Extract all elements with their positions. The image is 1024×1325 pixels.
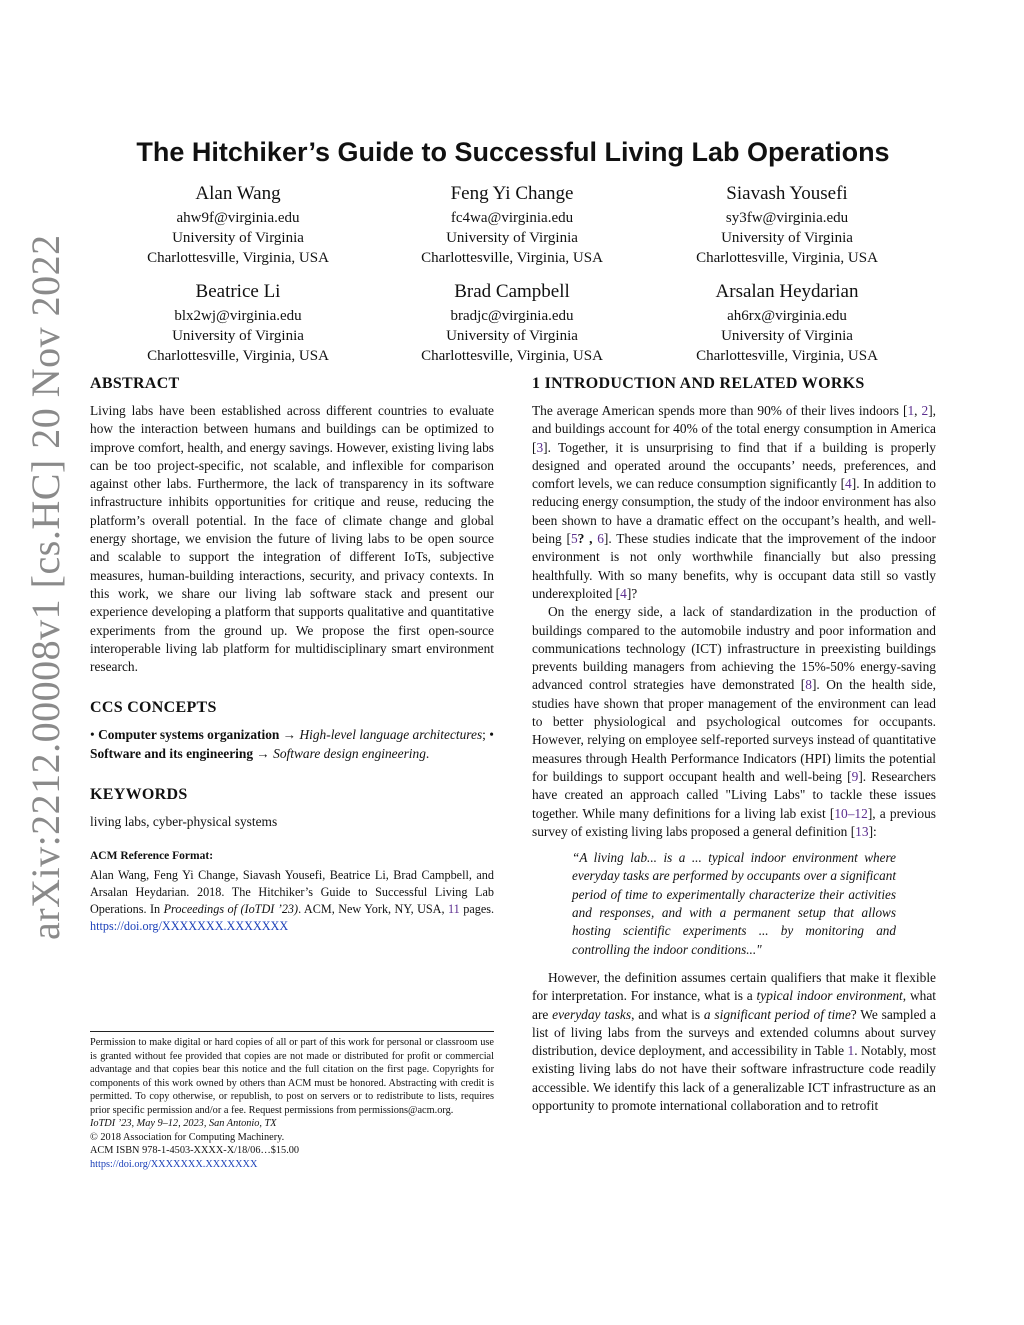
author-affiliation: University of Virginia (721, 230, 853, 246)
acm-reference-text (90, 867, 494, 935)
author-name: Brad Campbell (454, 281, 570, 302)
citation-link[interactable]: 8 (805, 677, 812, 693)
paper-title: The Hitchiker’s Guide to Successful Living Lab Operations (136, 137, 890, 167)
author-block (637, 280, 937, 366)
introduction-heading: 1 INTRODUCTION AND RELATED WORKS (532, 375, 865, 392)
text-run: . Notably, most existing living labs do not have their software infrastructure code readily accessible. We identify this lack of a generalizable ICT infrastructure as an opportunity to promote international collaboration and to retrofit (532, 1043, 936, 1113)
ccs-heading: CCS CONCEPTS (90, 699, 217, 717)
arxiv-identifier: arXiv:2212.00008v1 [cs.HC] 20 Nov 2022 (23, 234, 68, 940)
ccs-end: . (425, 745, 430, 761)
permission-doi-link[interactable]: https://doi.org/XXXXXXX.XXXXXXX (90, 1158, 258, 1170)
citation-link[interactable]: 9 (851, 768, 859, 784)
permission-block (90, 1031, 494, 1171)
permission-text: Permission to make digital or hard copies of all or part of this work for personal or classroom use is granted without fee provided that copies are not made or distributed for profit or commercial advantage and that copies bear this notice and the full citation on the first page. Copyrights for components of this work owned by others than ACM must be honored. Abstracting with credit is permitted. To copy otherwise, or republish, to post on servers or to redistribute to lists, requires prior specific permission and/or a fee. Request permissions from permissions@acm.org. (90, 1037, 494, 1116)
author-block (637, 182, 937, 268)
author-name: Feng Yi Change (450, 183, 574, 204)
citation-link[interactable]: 4 (845, 476, 852, 492)
author-location: Charlottesville, Virginia, USA (421, 348, 603, 364)
author-block (362, 182, 662, 268)
text-run: However, the definition assumes certain qualifiers that make it flexible for interpretation. For instance, what is a (532, 969, 936, 1004)
author-location: Charlottesville, Virginia, USA (147, 250, 329, 266)
author-location: Charlottesville, Virginia, USA (421, 250, 603, 266)
text-run: ]? (626, 585, 638, 601)
text-run: ]. On the health side, studies have shown that proper management of the environment can lead to better physiological and psychological outcomes for occupants. However, relying on employee self-reported surveys instead of quantitative measures through Health Performance Indicators (HPI) limits the potential for buildings to support occupant health and well-being [ (532, 677, 936, 784)
text-run: ? , (577, 531, 598, 547)
ccs-concept-2-sub: Software design engineering (273, 745, 426, 761)
isbn-text: ACM ISBN 978-1-4503-XXXX-X/18/06…$15.00 (90, 1145, 300, 1156)
text-run: ? We sampled a list of living labs from the surveys and extended columns about survey distribution, device deployment, and accessibility in Table (532, 1006, 936, 1059)
acm-reference-authors: Alan Wang, Feng Yi Change, Siavash Yousefi, Beatrice Li, Brad Campbell, and Arsalan Heydarian. 2018. The Hitchiker’s Guide to Successful Living Lab Operations. In (90, 868, 494, 917)
text-run: ]: (868, 823, 877, 839)
acm-reference (90, 849, 494, 935)
acm-reference-pages: pages. (463, 902, 495, 917)
intro-paragraph-1 (532, 402, 936, 603)
author-email: sy3fw@virginia.edu (725, 210, 849, 226)
author-block (88, 182, 388, 268)
text-run: ]. Together, it is unsurprising to find that if a building is properly designed and operated around the occupants’ needs, preferences, and comfort levels, we can reduce consumption significantly [ (532, 439, 936, 492)
arrow-icon: → (256, 745, 270, 761)
author-location: Charlottesville, Virginia, USA (147, 348, 329, 364)
abstract-heading: ABSTRACT (90, 375, 180, 392)
text-run: ]. Researchers have created an approach called "Living Labs" to tackle these issues together. While many definitions for a living lab exist [ (532, 768, 936, 821)
keywords-heading: KEYWORDS (90, 786, 188, 804)
text-run: ]. In addition to reducing energy consumption, the study of the indoor environment has also been shown to have a dramatic effect on the occupant’s health, and well-being [ (532, 476, 936, 547)
author-name: Siavash Yousefi (726, 183, 848, 204)
ccs-concepts (90, 726, 494, 763)
author-email: blx2wj@virginia.edu (174, 308, 302, 324)
author-block (362, 280, 662, 366)
ccs-concept-1-sub: High-level language architectures (299, 727, 483, 743)
ccs-concept-2: Software and its engineering (90, 745, 254, 761)
text-run: ], and buildings account for 40% of the total energy consumption in America [ (532, 403, 936, 455)
ccs-bullet: • (489, 727, 494, 743)
ccs-bullet: • (90, 727, 95, 743)
text-run: , what are (532, 988, 936, 1022)
acm-reference-heading: ACM Reference Format: (90, 850, 214, 863)
text-run: , (914, 403, 922, 418)
intro-paragraph-2 (532, 603, 936, 841)
author-location: Charlottesville, Virginia, USA (696, 348, 878, 364)
author-affiliation: University of Virginia (721, 328, 853, 344)
left-column (90, 374, 494, 935)
citation-link[interactable]: 1 (907, 403, 915, 418)
intro-paragraph-3 (532, 969, 936, 1115)
author-affiliation: University of Virginia (446, 328, 578, 344)
author-affiliation: University of Virginia (446, 230, 578, 246)
author-email: fc4wa@virginia.edu (450, 210, 574, 226)
citation-link[interactable]: 13 (855, 823, 869, 839)
copyright-text: © 2018 Association for Computing Machinery. (90, 1131, 285, 1143)
citation-link[interactable]: 6 (597, 531, 604, 547)
text-run: The average American spends more than 90% of their lives indoors [ (532, 403, 908, 418)
author-affiliation: University of Virginia (172, 328, 304, 344)
arrow-icon: → (282, 727, 297, 743)
emphasis: typical indoor environment (756, 988, 903, 1004)
author-name: Arsalan Heydarian (715, 281, 859, 302)
text-run: ], a previous survey of existing living labs proposed a general definition [ (532, 805, 936, 839)
venue-text (90, 1117, 494, 1131)
acm-reference-publisher: . ACM, New York, NY, USA, (298, 902, 445, 917)
abstract-text: Living labs have been established across different countries to evaluate how the interaction between humans and buildings can be optimized to improve comfort, health, and energy savings. However, existing living labs can be too project-specific, not scalable, and inflexible for comparison against other labs. Furthermore, the lack of transparency in its software infrastructure inhibits opportunities for critique and reuse, reducing the platform’s overall potential. In the face of climate change and global energy shortage, we envision the future of living labs to be open source and scalable to support the integration of different IoTs, subjective measures, human-building interactions, security, and privacy contexts. In this work, we share our living lab software stack and present our experience developing a platform that supports qualitative and quantitative experiments from the ground up. We propose the first open-source interoperable living lab platform for multidisciplinary smart environment research. (90, 403, 494, 675)
ccs-concept-1: Computer systems organization (98, 727, 280, 743)
table-link[interactable]: 1 (847, 1043, 855, 1059)
acm-reference-pages-link[interactable]: 11 (448, 902, 460, 917)
text-run: , and what is (631, 1006, 704, 1022)
acm-reference-proceedings: Proceedings of (IoTDI ’23) (163, 902, 299, 917)
keywords-text: living labs, cyber-physical systems (90, 814, 278, 830)
venue-line: IoTDI ’23, May 9–12, 2023, San Antonio, TX (90, 1118, 277, 1129)
right-column (532, 374, 936, 1115)
citation-link[interactable]: 3 (536, 439, 544, 455)
author-email: ah6rx@virginia.edu (727, 308, 847, 324)
author-location: Charlottesville, Virginia, USA (696, 250, 878, 266)
citation-link[interactable]: 2 (921, 403, 929, 418)
author-name: Alan Wang (195, 183, 281, 204)
definition-quote: “A living lab... is a ... typical indoor environment where everyday tasks are performed by occupants over a significant period of time to experimentally characterize their activities and responses, and with a permanent setup that allows hosting scientific experiments ... by monitoring and controlling the indoor conditions..." (572, 850, 896, 957)
text-run: On the energy side, a lack of standardization in the production of buildings compared to the automobile industry and poor information and communications technology (ICT) infrastructure in preexisting buildings prevents building managers from achieving the 15%-50% energy-saving advanced control strategies have demonstrated [ (532, 604, 936, 693)
text-run: ]. These studies indicate that the improvement of the indoor environment is not only worthwhile financially but also pressing healthfully. With so many benefits, why is occupant data still so vastly underexploited [ (532, 531, 936, 601)
author-email: bradjc@virginia.edu (450, 308, 574, 324)
acm-reference-doi-link[interactable]: https://doi.org/XXXXXXX.XXXXXXX (90, 919, 289, 934)
author-affiliation: University of Virginia (172, 230, 304, 246)
emphasis: everyday tasks (552, 1006, 632, 1022)
ccs-separator: ; (482, 727, 486, 743)
citation-link[interactable]: 4 (620, 585, 627, 601)
author-block (88, 280, 388, 366)
citation-link[interactable]: 10–12 (834, 805, 868, 821)
author-email: ahw9f@virginia.edu (176, 210, 300, 226)
emphasis: a significant period of time (703, 1006, 851, 1022)
author-name: Beatrice Li (195, 281, 281, 302)
citation-link[interactable]: 5 (570, 531, 578, 547)
